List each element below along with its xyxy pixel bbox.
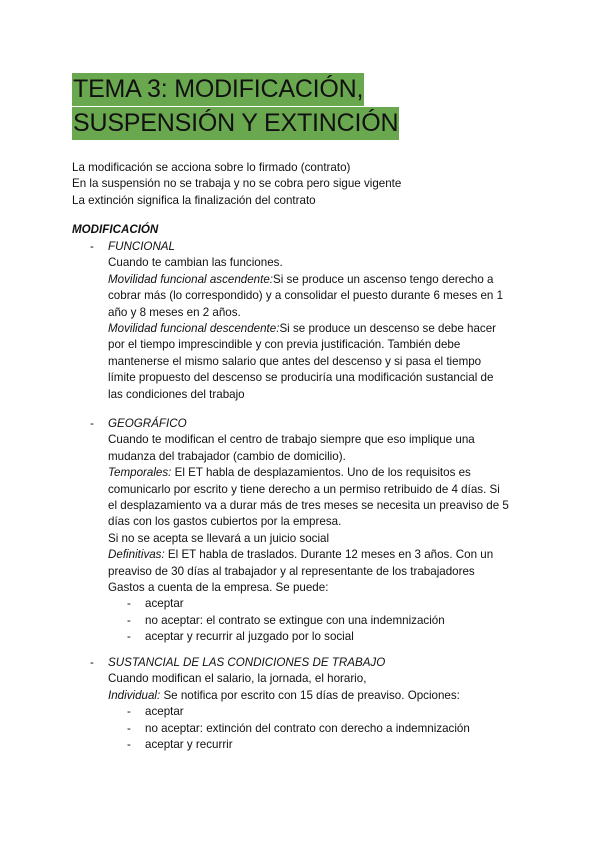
dash-marker: - — [90, 656, 94, 669]
line-text: Gastos a cuenta de la empresa. Se puede: — [108, 581, 329, 595]
line-text: días con los gastos cubiertos por la empresa. — [108, 515, 342, 529]
dash-marker: - — [127, 737, 131, 751]
option-text: aceptar — [145, 597, 184, 611]
bullet-header — [72, 655, 532, 671]
line-text: preaviso de 30 días al trabajador y al representante de los trabajadores — [108, 564, 475, 578]
line-text: Si se produce un descenso se debe hacer — [279, 322, 497, 336]
intro-line: La extinción significa la finalización del contrato — [72, 193, 316, 207]
dash-marker: - — [127, 630, 131, 644]
option-text: no aceptar: extinción del contrato con derecho a indemnización — [145, 721, 470, 735]
line-text: Si no se acepta se llevará a un juicio social — [108, 531, 330, 545]
bullet-sustancial — [72, 655, 532, 753]
section-heading: MODIFICACIÓN — [72, 223, 159, 236]
funcional-paragraph — [108, 255, 532, 403]
option-text: no aceptar: el contrato se extingue con una indemnización — [145, 613, 445, 627]
line-text: Si se produce un ascenso tengo derecho a — [273, 272, 494, 286]
line-emphasis: Movilidad funcional descendente: — [108, 322, 280, 336]
bullet-header — [72, 416, 532, 432]
bullet-geografico — [72, 416, 532, 646]
dash-marker: - — [127, 613, 131, 627]
dash-marker: - — [127, 721, 131, 735]
line-text: mudanza del trabajador (cambio de domicilio). — [108, 449, 346, 463]
line-text: mantenerse el mismo salario que antes del descenso y si pasa el tiempo — [108, 354, 482, 368]
line-text: comunicarlo por escrito y tiene derecho a un permiso retribuido de 4 días. Si — [108, 482, 500, 496]
bullet-header — [72, 239, 532, 255]
sustancial-paragraph — [108, 671, 532, 704]
line-text: Se notifica por escrito con 15 días de preaviso. Opciones: — [160, 688, 460, 702]
line-text: El ET habla de traslados. Durante 12 meses en 3 años. Con un — [164, 548, 494, 562]
line-text: Cuando te cambian las funciones. — [108, 256, 283, 270]
title-line-1: TEMA 3: MODIFICACIÓN, — [72, 73, 364, 106]
dash-marker: - — [90, 240, 94, 253]
option-text: aceptar y recurrir al juzgado por lo social — [145, 630, 354, 644]
title-line-2: SUSPENSIÓN Y EXTINCIÓN — [72, 107, 399, 140]
dash-marker: - — [127, 597, 131, 611]
line-emphasis: Movilidad funcional ascendente: — [108, 272, 273, 286]
line-text: el desplazamiento va a durar más de tres meses se necesita un preaviso de 5 — [108, 499, 509, 513]
dash-marker: - — [90, 417, 94, 430]
option-item — [108, 737, 532, 753]
line-text: cobrar más (lo correspondido) y a consolidar el puesto durante 6 meses en 1 — [108, 289, 504, 303]
intro-paragraph — [72, 160, 401, 209]
bullet-title: GEOGRÁFICO — [108, 417, 187, 430]
line-text: Cuando te modifican el centro de trabajo siempre que eso implique una — [108, 433, 475, 447]
option-item — [108, 721, 532, 737]
line-emphasis: Temporales: — [108, 466, 172, 480]
geografico-paragraph — [108, 432, 532, 596]
option-item — [108, 704, 532, 720]
line-text: por el tiempo imprescindible y con previa justificación. También debe — [108, 338, 461, 352]
line-emphasis: Individual: — [108, 688, 161, 702]
option-text: aceptar y recurrir — [145, 737, 233, 751]
line-text: las condiciones del trabajo — [108, 387, 245, 401]
line-text: El ET habla de desplazamientos. Uno de los requisitos es — [171, 466, 471, 480]
line-text: año y 8 meses en 2 años. — [108, 305, 241, 319]
option-item — [108, 596, 532, 612]
line-text: límite propuesto del descenso se produciría una modificación sustancial de — [108, 371, 494, 385]
option-item — [108, 613, 532, 629]
option-item — [108, 629, 532, 645]
line-text: Cuando modifican el salario, la jornada, el horario, — [108, 672, 367, 686]
intro-line: En la suspensión no se trabaja y no se cobra pero sigue vigente — [72, 177, 402, 191]
option-text: aceptar — [145, 705, 184, 719]
line-emphasis: Definitivas: — [108, 548, 165, 562]
dash-marker: - — [127, 705, 131, 719]
bullet-funcional — [72, 239, 532, 403]
page-title — [72, 73, 399, 141]
bullet-title: SUSTANCIAL DE LAS CONDICIONES DE TRABAJO — [108, 656, 386, 669]
bullet-title: FUNCIONAL — [108, 240, 175, 253]
intro-line: La modificación se acciona sobre lo firmado (contrato) — [72, 161, 351, 174]
